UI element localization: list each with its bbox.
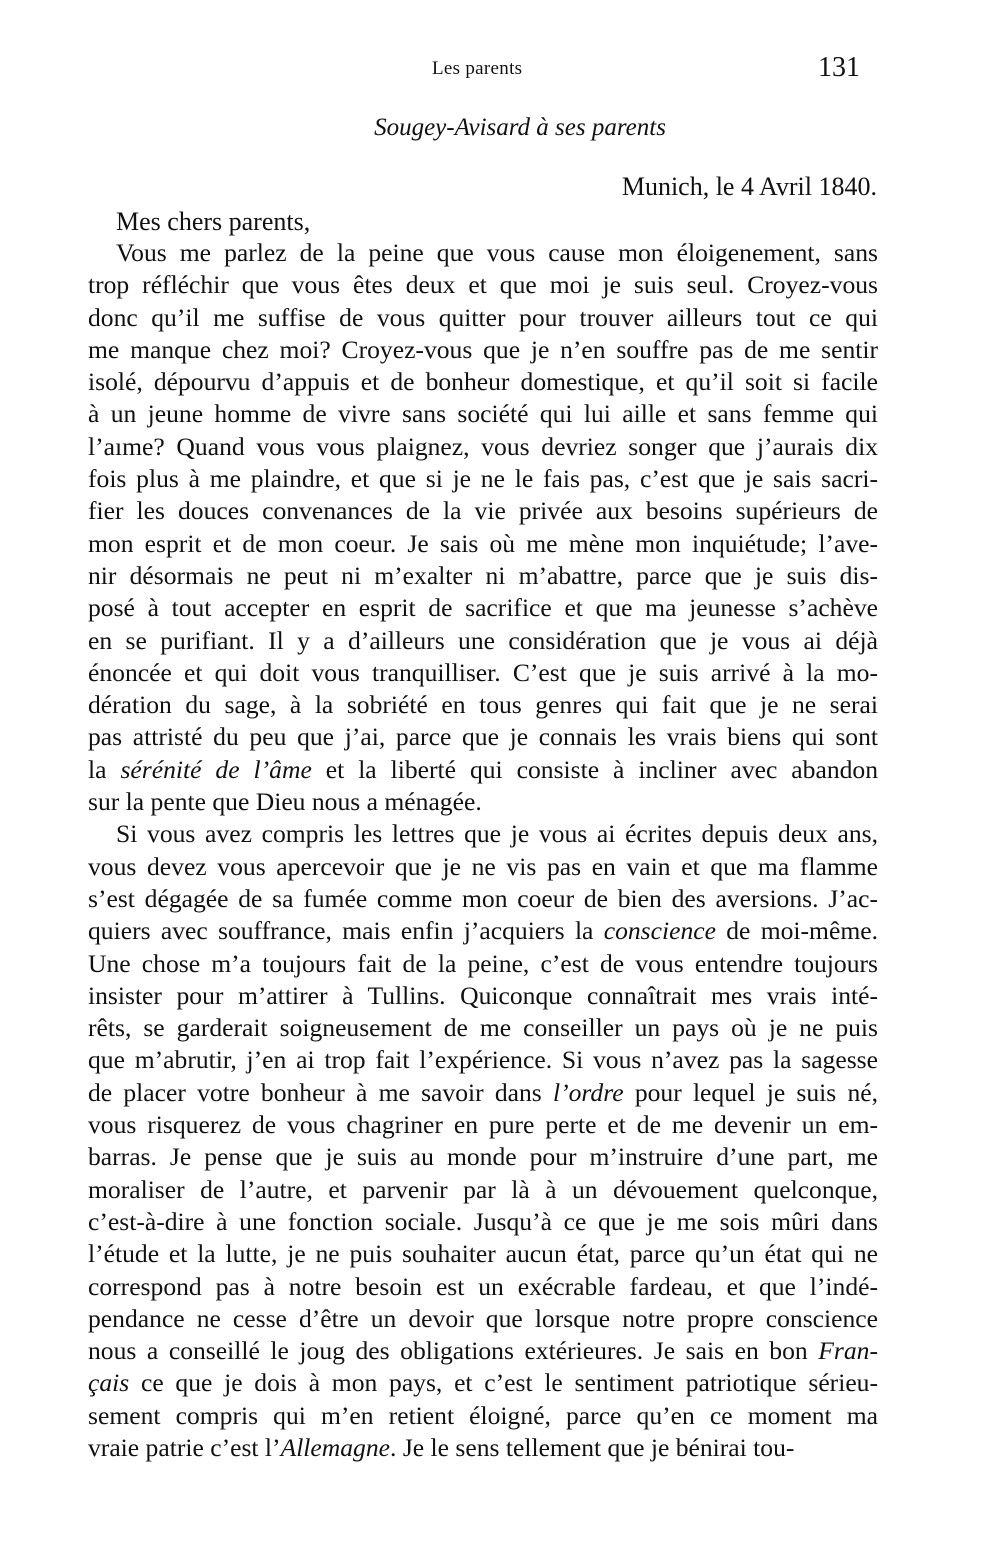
- text-line: [88, 560, 878, 592]
- text-run: l’étude et la lutte, je ne puis souhaiter aucun état, parce qu’un état qui ne: [88, 1239, 878, 1269]
- paragraph-1: [88, 237, 878, 818]
- text-line: [88, 237, 878, 269]
- text-run: dération du sage, à la sobriété en tous genres qui fait que je ne serai: [88, 690, 878, 720]
- text-line: [88, 1206, 878, 1238]
- text-line: [88, 1109, 878, 1141]
- text-line: [88, 1077, 878, 1109]
- text-run: rêts, se garderait soigneusement de me conseiller un pays où je ne puis: [88, 1013, 878, 1043]
- text-line: [88, 625, 878, 657]
- text-run: la: [88, 754, 121, 784]
- text-line: [88, 1174, 878, 1206]
- text-line: [88, 366, 878, 398]
- text-run: nous a conseillé le joug des obligations extérieures. Je sais en bon: [88, 1336, 819, 1366]
- italic-phrase: Fran-: [818, 1336, 878, 1366]
- text-line: [88, 1012, 878, 1044]
- text-run: pour lequel je suis né,: [623, 1077, 878, 1107]
- text-line: [88, 657, 878, 689]
- text-run: donc qu’il me suffise de vous quitter pour trouver ailleurs tout ce qui: [88, 302, 878, 332]
- text-run: moraliser de l’autre, et parvenir par là à un dévouement quelconque,: [88, 1174, 878, 1204]
- text-run: vraie patrie c’est l’: [88, 1432, 281, 1462]
- text-run: isolé, dépourvu d’appuis et de bonheur domestique, et qu’il soit si facile: [88, 367, 878, 397]
- text-line: [88, 463, 878, 495]
- text-run: en se purifiant. Il y a d’ailleurs une considération que je vous ai déjà: [88, 625, 878, 655]
- text-run: Si vous avez compris les lettres que je vous ai écrites depuis deux ans,: [116, 819, 878, 849]
- letter-body: [88, 237, 878, 1464]
- italic-phrase: çais: [88, 1368, 130, 1398]
- running-title: Les parents: [432, 58, 523, 79]
- text-run: . Je le sens tellement que je bénirai tou-: [390, 1432, 795, 1462]
- text-line: [88, 818, 878, 850]
- text-line: [88, 1238, 878, 1270]
- text-run: s’est dégagée de sa fumée comme mon coeur de bien des aversions. J’ac-: [88, 883, 878, 913]
- text-run: mon esprit et de mon coeur. Je sais où me mène mon inquiétude; l’ave-: [88, 528, 878, 558]
- text-line: [88, 495, 878, 527]
- text-run: sur la pente que Dieu nous a ménagée.: [88, 787, 482, 817]
- italic-phrase: l’ordre: [552, 1077, 624, 1107]
- text-run: pas attristé du peu que j’ai, parce que je connais les vrais biens qui sont: [88, 722, 878, 752]
- text-line: [88, 1335, 878, 1367]
- salutation: Mes chers parents,: [116, 207, 311, 236]
- text-line: [88, 302, 878, 334]
- text-line: [88, 948, 878, 980]
- text-line: [88, 883, 878, 915]
- text-run: sement compris qui m’en retient éloigné, parce qu’en ce moment ma: [88, 1400, 878, 1430]
- text-line: [88, 1303, 878, 1335]
- text-line: [88, 1044, 878, 1076]
- text-run: fier les douces convenances de la vie privée aux besoins supérieurs de: [88, 496, 878, 526]
- text-run: de placer votre bonheur à me savoir dans: [88, 1077, 553, 1107]
- text-run: pendance ne cesse d’être un devoir que lorsque notre propre conscience: [88, 1303, 878, 1333]
- italic-phrase: sérénité de l’âme: [120, 754, 312, 784]
- text-run: Vous me parlez de la peine que vous cause mon éloigenement, sans: [116, 238, 878, 267]
- text-line: [88, 528, 878, 560]
- text-line: [88, 754, 878, 786]
- text-run: fois plus à me plaindre, et que si je ne le fais pas, c’est que je sais sacri-: [88, 464, 878, 494]
- dateline: Munich, le 4 Avril 1840.: [621, 172, 877, 201]
- text-run: de moi-même.: [715, 916, 878, 946]
- text-line: [88, 689, 878, 721]
- text-run: nir désormais ne peut ni m’exalter ni m’abattre, parce que je suis dis-: [88, 560, 878, 590]
- italic-phrase: conscience: [603, 916, 716, 946]
- text-run: me manque chez moi? Croyez-vous que je n’en souffre pas de me sentir: [88, 334, 878, 364]
- text-run: correspond pas à notre besoin est un exécrable fardeau, et que l’indé-: [88, 1271, 878, 1301]
- text-run: Une chose m’a toujours fait de la peine, c’est de vous entendre toujours: [88, 948, 878, 978]
- text-run: barras. Je pense que je suis au monde pour m’instruire d’une part, me: [88, 1142, 878, 1172]
- text-line: [88, 915, 878, 947]
- text-line: [88, 431, 878, 463]
- text-run: à un jeune homme de vivre sans société qui lui aille et sans femme qui: [88, 399, 878, 429]
- text-run: vous risquerez de vous chagriner en pure perte et de me devenir un em-: [88, 1110, 878, 1140]
- text-run: posé à tout accepter en esprit de sacrifice et que ma jeunesse s’achève: [88, 593, 878, 623]
- text-run: quiers avec souffrance, mais enfin j’acquiers la: [88, 916, 604, 946]
- text-run: que m’abrutir, j’en ai trop fait l’expérience. Si vous n’avez pas la sagesse: [88, 1045, 878, 1075]
- text-line: [88, 786, 878, 818]
- text-line: [88, 269, 878, 301]
- text-run: l’aıme? Quand vous vous plaignez, vous devriez songer que j’aurais dix: [88, 431, 878, 461]
- text-line: [88, 334, 878, 366]
- text-line: [88, 980, 878, 1012]
- text-line: [88, 1400, 878, 1432]
- text-run: énoncée et qui doit vous tranquilliser. C’est que je suis arrivé à la mo-: [88, 657, 878, 687]
- text-run: vous devez vous apercevoir que je ne vis pas en vain et que ma flamme: [88, 851, 878, 881]
- running-head: [0, 52, 1000, 86]
- italic-phrase: Allemagne: [280, 1432, 391, 1462]
- text-line: [88, 398, 878, 430]
- text-line: [88, 592, 878, 624]
- text-line: [88, 1271, 878, 1303]
- text-line: [88, 1367, 878, 1399]
- text-run: trop réfléchir que vous êtes deux et que moi je suis seul. Croyez-vous: [88, 270, 878, 300]
- paragraph-2: [88, 818, 878, 1464]
- text-run: et la liberté qui consiste à incliner avec abandon: [311, 754, 879, 784]
- page-number: 131: [818, 52, 860, 83]
- text-line: [88, 1432, 878, 1464]
- text-run: c’est-à-dire à une fonction sociale. Jusqu’à ce que je me sois mûri dans: [88, 1206, 878, 1236]
- text-line: [88, 721, 878, 753]
- letter-title: Sougey-Avisard à ses parents: [374, 114, 666, 141]
- text-line: [88, 1141, 878, 1173]
- text-run: ce que je dois à mon pays, et c’est le sentiment patriotique sérieu-: [129, 1368, 878, 1398]
- text-line: [88, 851, 878, 883]
- text-run: insister pour m’attirer à Tullins. Quiconque connaîtrait mes vrais inté-: [88, 980, 878, 1010]
